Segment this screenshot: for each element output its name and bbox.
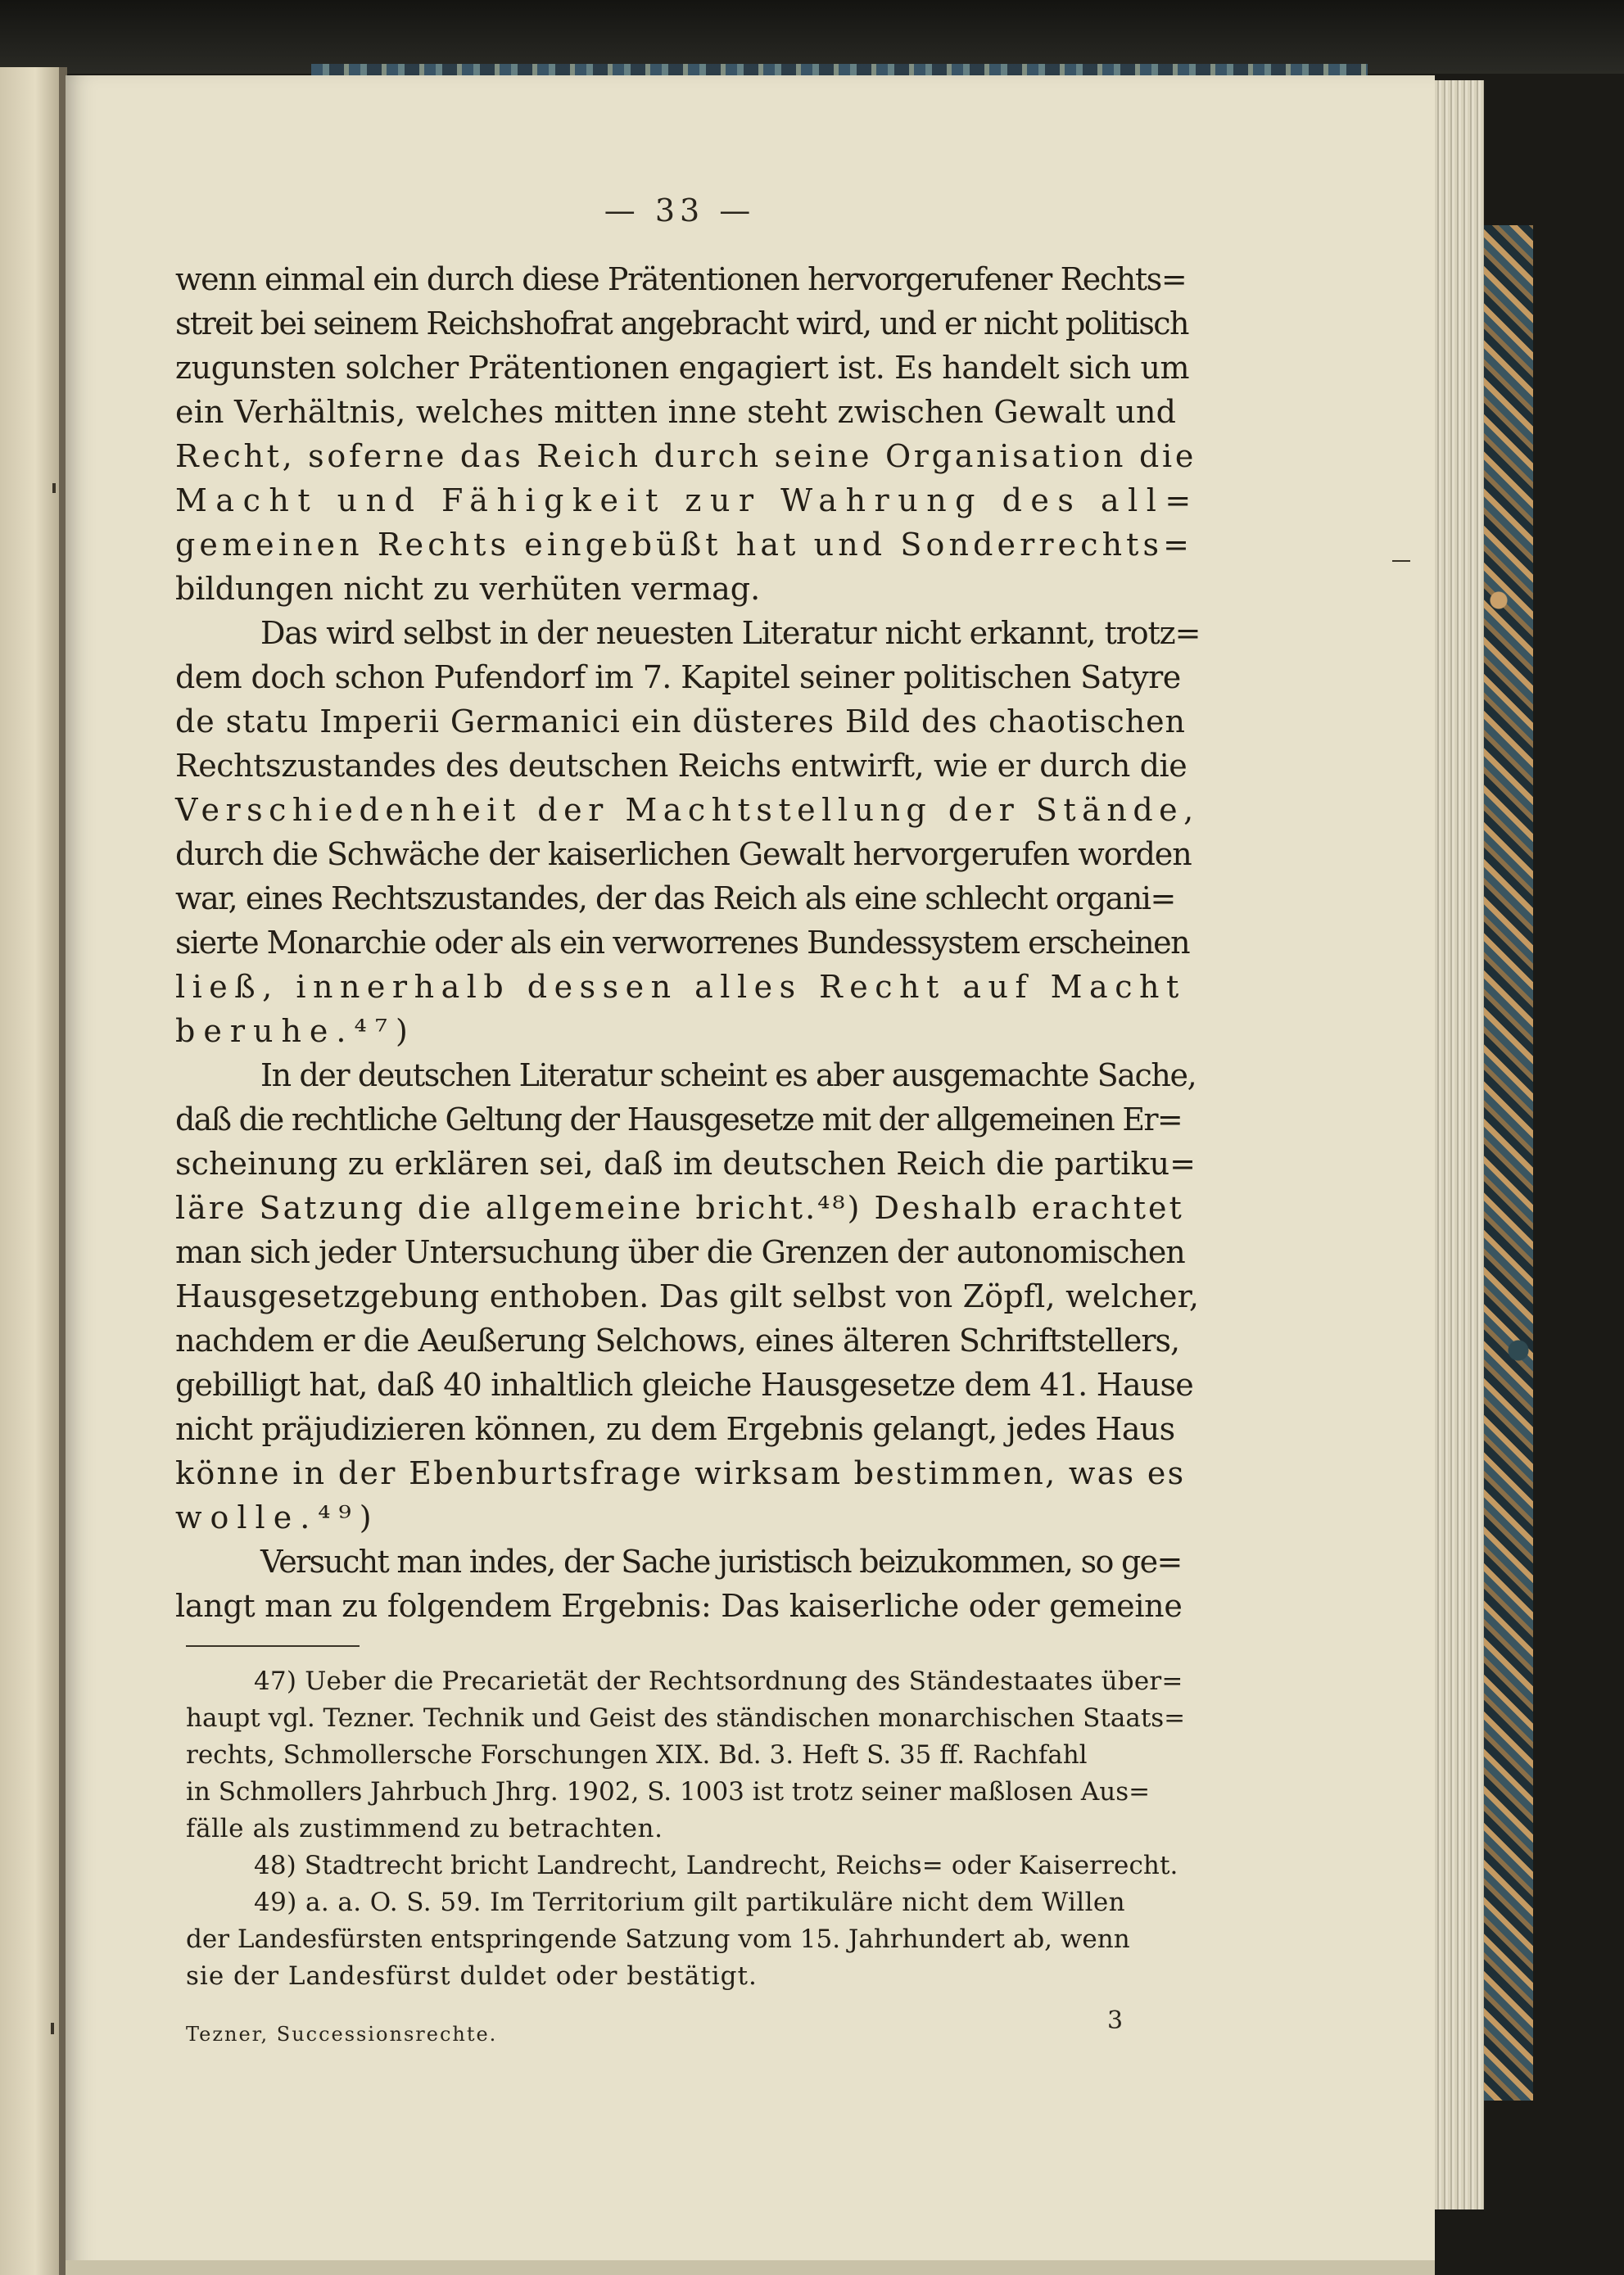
body-line: wenn einmal ein durch diese Prätentionen hervorgerufener Rechts= (175, 261, 1187, 297)
footnote-line: haupt vgl. Tezner. Technik und Geist des ständischen monarchischen Staats= (186, 1703, 1186, 1733)
body-line: scheinung zu erklären sei, daß im deutschen Reich die partiku= (175, 1146, 1197, 1182)
page-stack-edge (1435, 80, 1484, 2209)
margin-mark (51, 2023, 54, 2034)
footnote-line: fälle als zustimmend zu betrachten. (186, 1814, 663, 1843)
footnote-line: sie der Landesfürst duldet oder bestätigt. (186, 1961, 758, 1991)
footnote-line: 48) Stadtrecht bricht Landrecht, Landrecht, Reichs= oder Kaiserrecht. (254, 1851, 1178, 1880)
footnote-line: 47) Ueber die Precarietät der Rechtsordnung des Ständestaates über= (254, 1667, 1183, 1696)
body-line: ein Verhältnis, welches mitten inne steht zwischen Gewalt und (175, 394, 1177, 430)
body-line: zugunsten solcher Prätentionen engagiert ist. Es handelt sich um (175, 350, 1190, 386)
body-line: sierte Monarchie oder als ein verworrenes Bundessystem erscheinen (175, 925, 1190, 961)
footnote-line: 49) a. a. O. S. 59. Im Territorium gilt partikuläre nicht dem Willen (254, 1888, 1126, 1917)
body-line: Versucht man indes, der Sache juristisch beizukommen, so ge= (260, 1544, 1182, 1580)
body-line: langt man zu folgendem Ergebnis: Das kaiserliche oder gemeine (175, 1588, 1183, 1624)
body-line: Rechtszustandes des deutschen Reichs entwirft, wie er durch die (175, 748, 1187, 784)
body-line: streit bei seinem Reichshofrat angebracht wird, und er nicht politisch (175, 305, 1188, 341)
body-line: nicht präjudizieren können, zu dem Ergebnis gelangt, jedes Haus (175, 1411, 1175, 1447)
body-line: Hausgesetzgebung enthoben. Das gilt selbst von Zöpfl, welcher, (175, 1278, 1200, 1314)
footnote-line: in Schmollers Jahrbuch Jhrg. 1902, S. 1003 ist trotz seiner maßlosen Aus= (186, 1777, 1151, 1807)
body-line: beruhe.⁴⁷) (175, 1013, 416, 1049)
body-line: läre Satzung die allgemeine bricht.⁴⁸) Deshalb erachtet (175, 1190, 1184, 1226)
body-line: dem doch schon Pufendorf im 7. Kapitel seiner politischen Satyre (175, 659, 1181, 695)
body-line: bildungen nicht zu verhüten vermag. (175, 571, 761, 607)
marbled-edge-right (1484, 225, 1533, 2101)
body-line: wolle.⁴⁹) (175, 1499, 380, 1536)
body-line: könne in der Ebenburtsfrage wirksam bestimmen, was es (175, 1455, 1186, 1491)
body-line: gemeinen Rechts eingebüßt hat und Sonderrechts= (175, 527, 1194, 563)
body-line: Das wird selbst in der neuesten Literatur nicht erkannt, trotz= (260, 615, 1201, 651)
footnote-line: rechts, Schmollersche Forschungen XIX. Bd. 3. Heft S. 35 ff. Rachfahl (186, 1740, 1088, 1770)
body-line: man sich jeder Untersuchung über die Grenzen der autonomischen (175, 1234, 1185, 1270)
page-bottom-edge (66, 2260, 1435, 2275)
body-line: daß die rechtliche Geltung der Hausgesetze mit der allgemeinen Er= (175, 1101, 1183, 1138)
body-line: durch die Schwäche der kaiserlichen Gewalt hervorgerufen worden (175, 836, 1192, 872)
body-line: Verschiedenheit der Machtstellung der Stände, (175, 792, 1200, 828)
signature-number: 3 (1107, 2006, 1124, 2035)
book-cover-top (0, 0, 1624, 74)
footnote-rule (186, 1645, 360, 1647)
body-line: Recht, soferne das Reich durch seine Organisation die (175, 438, 1197, 474)
body-line: gebilligt hat, daß 40 inhaltlich gleiche Hausgesetze dem 41. Hause (175, 1367, 1193, 1403)
body-line: In der deutschen Literatur scheint es aber ausgemachte Sache, (260, 1057, 1197, 1093)
body-line: Macht und Fähigkeit zur Wahrung des all= (175, 482, 1200, 518)
body-line: de statu Imperii Germanici ein düsteres Bild des chaotischen (175, 703, 1186, 739)
margin-mark (52, 483, 56, 493)
signature-line: Tezner, Successionsrechte. (186, 2023, 498, 2046)
page-number-header: — 33 — (604, 192, 756, 228)
footnote-line: der Landesfürsten entspringende Satzung vom 15. Jahrhundert ab, wenn (186, 1924, 1130, 1954)
body-line: war, eines Rechtszustandes, der das Reich als eine schlecht organi= (175, 880, 1175, 916)
body-line: nachdem er die Aeußerung Selchows, eines älteren Schriftstellers, (175, 1323, 1180, 1359)
margin-mark (1392, 560, 1410, 562)
body-line: ließ, innerhalb dessen alles Recht auf Macht (175, 969, 1186, 1005)
facing-page-edge (0, 67, 59, 2275)
